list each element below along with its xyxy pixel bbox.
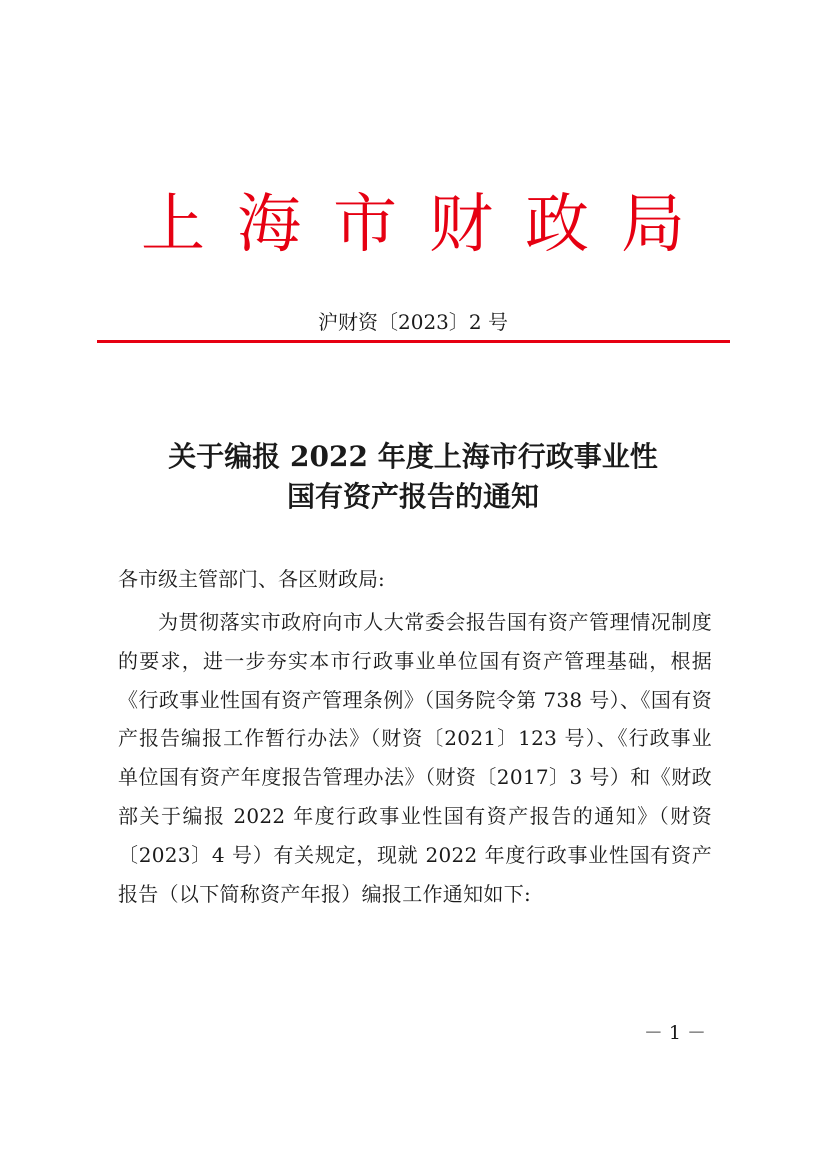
issuing-agency-masthead: 上海市财政局 [141,188,717,262]
body-paragraph: 为贯彻落实市政府向市人大常委会报告国有资产管理情况制度的要求，进一步夯实本市行政事业单位国有资产管理基础，根据《行政事业性国有资产管理条例》（国务院令第 738 号）、《国有资产报告编报工作暂行办法》（财资〔2021〕123 号）、《行政事业单位国有资产年度报告管理办法》（财资〔2017〕3 号）和《财政部关于编报 2022 年度行政事业性国有资产报告的通知》（财资〔2023〕4 号）有关规定，现就 2022 年度行政事业性国有资产报告（以下简称资产年报）编报工作通知如下: [118,610,712,906]
document-title-line-2: 国有资产报告的通知 [286,480,539,513]
salutation: 各市级主管部门、各区财政局: [118,567,385,591]
page-number: － 1 － [643,1022,706,1044]
document-title-line-1: 关于编报 2022 年度上海市行政事业性 [168,440,658,473]
document-number: 沪财资〔2023〕2 号 [318,310,508,334]
document-title [0,437,826,517]
red-divider-line [97,340,730,343]
